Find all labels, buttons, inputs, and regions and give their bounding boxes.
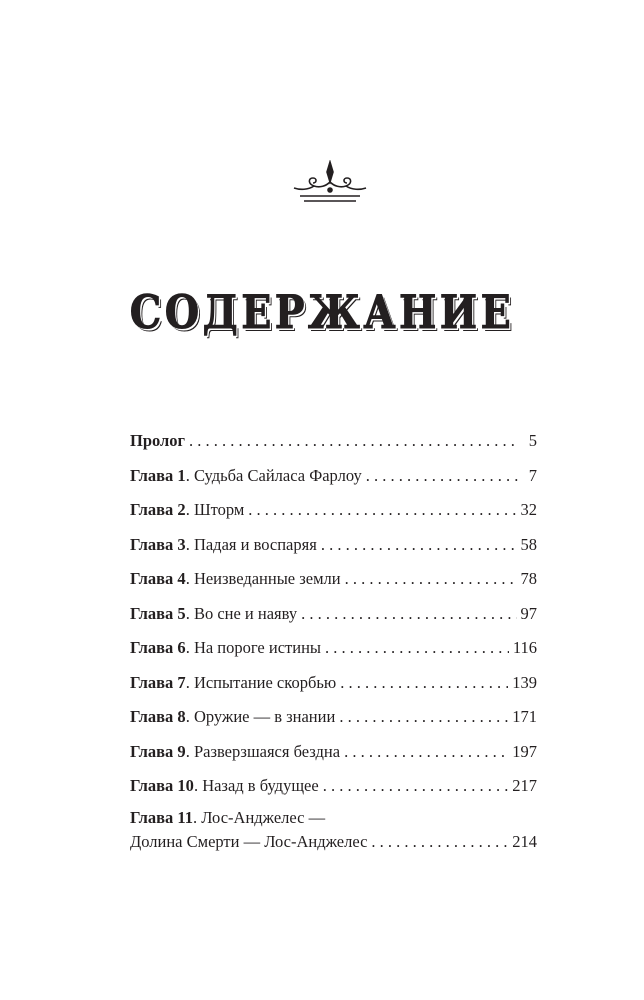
toc-chapter-title: . Падая и воспаряя [185,534,317,554]
toc-chapter-title: . Неизведанные земли [185,569,341,588]
toc-chapter-title: . Во сне и наяву [185,603,298,623]
toc-entry[interactable] [130,493,537,528]
toc-entry[interactable] [130,528,537,563]
toc-leader-dots [321,528,517,563]
toc-page-number: 214 [512,831,537,851]
toc-entry[interactable] [130,631,537,666]
toc-chapter-number: Глава 9 [130,741,186,761]
ornament-icon [290,160,370,210]
toc-chapter-number: Глава 1 [130,465,186,485]
toc-leader-dots [371,830,508,854]
toc-chapter-number: Глава 6 [130,638,186,657]
toc-leader-dots [189,424,519,459]
toc-chapter-number: Глава 10 [130,776,194,795]
toc-chapter-number: Глава 3 [130,534,186,554]
toc-chapter-number: Пролог [130,431,186,450]
toc-page-number: 217 [512,776,537,795]
table-of-contents [130,424,537,854]
toc-leader-dots [366,459,519,494]
toc-entry[interactable] [130,459,537,494]
page-title: СОДЕРЖАНИЕ [129,285,515,339]
toc-page-number: 116 [512,638,537,657]
toc-chapter-number: Глава 8 [130,707,186,726]
toc-entry[interactable] [130,735,537,770]
toc-page-number: 197 [512,741,537,761]
toc-leader-dots [340,666,508,701]
toc-leader-dots [344,735,508,770]
toc-chapter-number: Глава 11 [130,807,194,827]
toc-entry[interactable] [130,424,537,459]
toc-chapter-number: Глава 4 [130,569,186,588]
toc-page-number: 32 [520,500,537,519]
toc-chapter-title: . Шторм [185,500,245,519]
toc-page-number: 5 [528,431,537,450]
toc-leader-dots [301,597,516,632]
toc-entry[interactable] [130,597,537,632]
toc-chapter-title: . На пороге истины [185,638,321,657]
toc-leader-dots [325,631,509,666]
toc-leader-dots [339,700,508,735]
toc-page-number: 7 [528,465,537,485]
toc-page-number: 58 [520,534,537,554]
toc-chapter-title: . Разверзшаяся бездна [185,741,341,761]
toc-page-number: 78 [520,569,537,588]
toc-chapter-number: Глава 7 [130,672,186,692]
toc-leader-dots [345,562,517,597]
toc-entry[interactable] [130,769,537,804]
toc-entry[interactable] [130,666,537,701]
toc-chapter-title: . Испытание скорбью [185,672,337,692]
toc-chapter-number: Глава 2 [130,500,186,519]
toc-chapter-title: . Лос-Анджелес — [193,807,326,827]
toc-chapter-title-continued: Долина Смерти — Лос-Анджелес [130,831,368,851]
toc-chapter-title: . Судьба Сайласа Фарлоу [185,465,362,485]
toc-entry[interactable] [130,700,537,735]
toc-entry[interactable] [130,562,537,597]
toc-leader-dots [323,769,509,804]
toc-leader-dots [248,493,516,528]
toc-page-number: 97 [520,603,537,623]
toc-page-number: 171 [512,707,537,726]
toc-entry[interactable] [130,806,537,854]
toc-chapter-number: Глава 5 [130,603,186,623]
toc-page-number: 139 [512,672,537,692]
toc-chapter-title: . Оружие — в знании [185,707,336,726]
toc-chapter-title: . Назад в будущее [193,776,319,795]
